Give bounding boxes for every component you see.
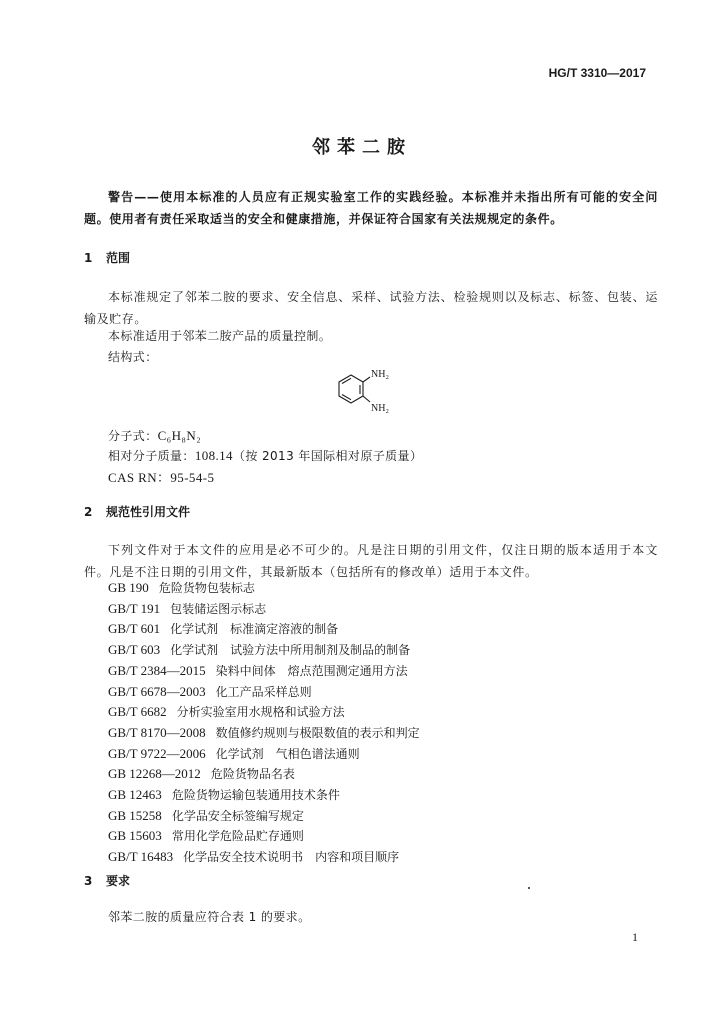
list-item [108,764,420,785]
reference-title: 危险货物包装标志 [158,581,255,595]
scope-paragraph: 本标准规定了邻苯二胺的要求、安全信息、采样、试验方法、检验规则以及标志、标签、包装、运输及贮存。 [84,290,658,326]
list-item [108,806,420,827]
standard-code: HG/T 3310—2017 [548,66,646,80]
amino-group-top: NH₂ [371,369,389,380]
list-item [108,702,420,723]
list-item [108,723,420,744]
list-item [108,640,420,661]
requirements-paragraph: 邻苯二胺的质量应符合表 1 的要求。 [108,910,311,924]
reference-title: 化学试剂 标准滴定溶液的制备 [170,622,339,637]
reference-code: GB 12463 [108,787,162,803]
reference-title: 危险货物品名表 [210,767,295,782]
reference-title: 化学试剂 试验方法中所用制剂及制品的制备 [170,643,411,658]
structural-formula [333,364,399,418]
reference-code: GB 15258 [108,807,162,823]
reference-code: GB/T 191 [108,600,161,616]
reference-code: GB 12268—2012 [108,766,201,782]
reference-title: 化学试剂 气相色谱法通则 [215,746,360,761]
scan-speck [528,887,530,889]
list-item [108,661,420,682]
reference-code: GB/T 2384—2015 [108,662,206,678]
section-title: 范围 [106,251,131,265]
reference-title: 常用化学危险品贮存通则 [171,829,304,844]
reference-code: GB 15603 [108,828,162,844]
list-item [108,682,420,703]
section-number: 2 [84,505,93,519]
reference-code: GB/T 6682 [108,704,167,720]
section-1-heading [84,249,130,266]
reference-code: GB 190 [108,580,149,595]
cas-value: 95-54-5 [170,470,215,485]
molecular-formula-line [108,427,201,444]
mass-value: 108.14 [194,448,233,463]
structure-label: 结构式： [108,350,158,364]
reference-code: GB/T 603 [108,642,161,658]
section-title: 规范性引用文件 [106,505,191,519]
mass-label: 相对分子质量： [108,449,195,463]
references-intro: 下列文件对于本文件的应用是必不可少的。凡是注日期的引用文件，仅注日期的版本适用于本文件。凡是不注日期的引用文件，其最新版本（包括所有的修改单）适用于本文件。 [84,543,658,579]
section-number: 3 [84,874,93,888]
list-item [108,826,420,847]
reference-title: 分析实验室用水规格和试验方法 [176,705,345,720]
reference-code: GB/T 601 [108,621,161,637]
formula-label: 分子式： [108,429,158,443]
cas-number-line [108,467,214,486]
section-3-heading [84,872,130,889]
document-title: 邻苯二胺 [312,137,412,158]
section-number: 1 [84,251,93,265]
list-item [108,599,420,620]
list-item [108,847,420,868]
list-item [108,578,420,599]
reference-code: GB/T 8170—2008 [108,724,206,740]
page-number: 1 [632,930,638,944]
reference-title: 化学品安全标签编写规定 [171,808,304,823]
reference-title: 数值修约规则与极限数值的表示和判定 [215,725,420,740]
warning-paragraph: 警告——使用本标准的人员应有正规实验室工作的实践经验。本标准并未指出所有可能的安全问题。使用者有责任采取适当的安全和健康措施，并保证符合国家有关法规规定的条件。 [84,190,658,226]
list-item [108,785,420,806]
molecular-mass-line [108,447,422,464]
list-item [108,619,420,640]
list-item [108,744,420,765]
amino-group-bottom: NH₂ [371,403,389,414]
reference-title: 包装储运图示标志 [170,601,267,616]
cas-label: CAS RN： [108,470,171,485]
formula-value: C₆H₈N₂ [157,428,202,443]
reference-title: 化学品安全技术说明书 内容和项目顺序 [183,850,400,865]
section-2-heading [84,503,190,520]
reference-title: 危险货物运输包装通用技术条件 [171,788,340,803]
reference-list [108,578,420,868]
mass-note: （按 2013 年国际相对原子质量） [232,449,423,463]
reference-title: 染料中间体 熔点范围测定通用方法 [215,663,408,678]
reference-code: GB/T 16483 [108,849,174,865]
scope-applicability: 本标准适用于邻苯二胺产品的质量控制。 [108,329,332,343]
reference-title: 化工产品采样总则 [215,684,312,699]
reference-code: GB/T 9722—2006 [108,745,206,761]
reference-code: GB/T 6678—2003 [108,683,206,699]
section-title: 要求 [106,874,131,888]
benzene-ring-diagram [333,364,399,418]
